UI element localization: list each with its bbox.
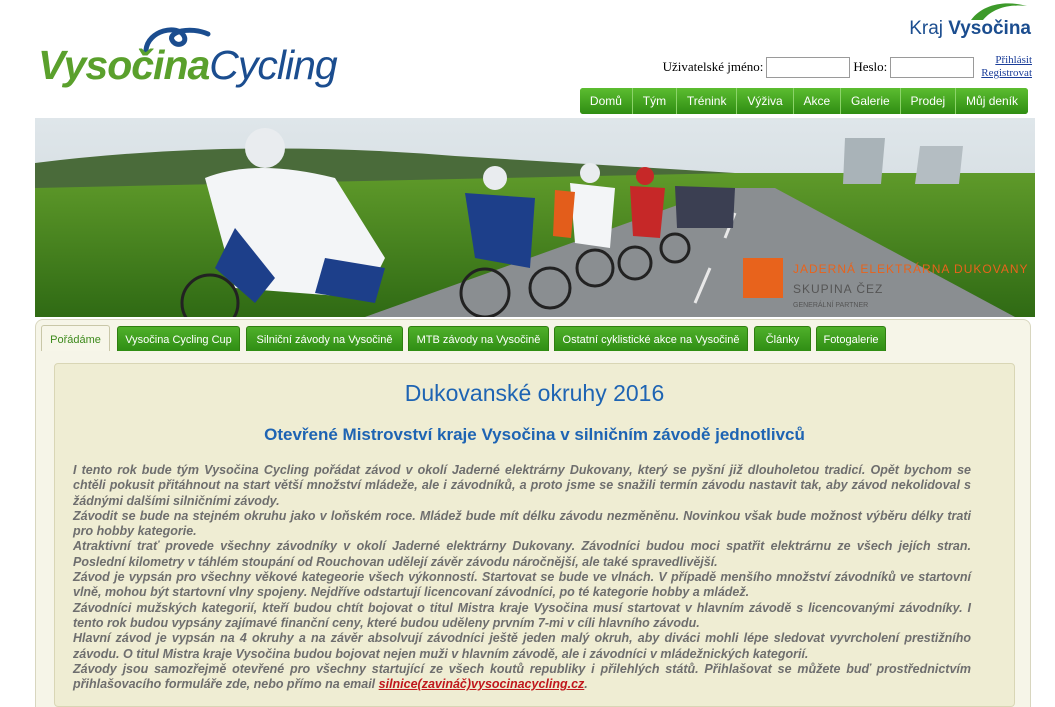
section-tabs: [35, 319, 1031, 352]
article-body: [73, 463, 971, 692]
tab-silnicni-zavody[interactable]: Silniční závody na Vysočině: [246, 326, 403, 352]
article-paragraph-end: .: [584, 677, 588, 692]
tab-poradame[interactable]: Pořádáme: [41, 325, 110, 353]
password-label: Heslo:: [853, 59, 888, 74]
nav-my-diary[interactable]: Můj deník: [956, 88, 1028, 114]
nav-gallery[interactable]: Galerie: [841, 88, 901, 114]
logo-text-blue: Cycling: [209, 42, 337, 88]
main-navigation: [580, 88, 1028, 114]
partner-line-3: GENERÁLNÍ PARTNER: [793, 302, 869, 309]
tab-fotogalerie[interactable]: Fotogalerie: [816, 326, 886, 352]
kraj-wordmark: [909, 18, 1031, 40]
article-title: Dukovanské okruhy 2016: [404, 380, 665, 406]
partner-line-1: JADERNÁ ELEKTRÁRNA DUKOVANY: [793, 262, 1029, 276]
login-form: [663, 55, 1032, 79]
username-input[interactable]: [766, 57, 850, 78]
kraj-text-bold: Vysočina: [948, 18, 1031, 39]
partner-cez-logo[interactable]: [743, 258, 1028, 313]
nav-events[interactable]: Akce: [794, 88, 842, 114]
nav-home[interactable]: Domů: [580, 88, 633, 114]
article-paragraph-last: [73, 662, 971, 693]
partner-line-2: SKUPINA ČEZ: [793, 282, 884, 296]
article-paragraph: Závod je vypsán pro všechny věkové kategeorie všech výkonností. Startovat se bude ve vlnách. V případě menšího množství závodníků ve startovní vlně, mohou být startovní vlny spojeny. Nejdříve odstartují licencovaní závodníci, po té kategorie hobby a mládež.: [73, 570, 971, 600]
tab-clanky[interactable]: Články: [754, 326, 811, 352]
login-links: [981, 54, 1032, 80]
nav-nutrition[interactable]: Výživa: [737, 88, 793, 114]
site-logo[interactable]: [38, 24, 338, 86]
article-paragraph: Závodit se bude na stejném okruhu jako v loňském roce. Mládež bude mít délku závodu nezměněnu. Novinkou však bude možnost výběru délky trati pro hobby kategorie.: [73, 508, 971, 539]
article-paragraph: Závodníci mužských kategorií, kteří budou chtít bojovat o titul Mistra kraje Vysočina musí startovat v hlavním závodě s licencovanými závodníky. I tento rok budou vypsány zajímavé finanční ceny, které budou uděleny prvním 7-mi v cíli hlavního závodu.: [73, 600, 971, 630]
login-link[interactable]: Přihlásit: [995, 54, 1032, 66]
tab-vysocina-cycling-cup[interactable]: Vysočina Cycling Cup: [117, 326, 240, 352]
nav-team[interactable]: Tým: [633, 88, 677, 114]
kraj-text-light: Kraj: [909, 18, 949, 39]
password-input[interactable]: [890, 57, 974, 78]
email-link[interactable]: silnice(zavináč)vysocinacycling.cz: [378, 677, 585, 692]
article-paragraph: Atraktivní trať provede všechny závodníky v okolí Jaderné elektrárny Dukovany. Závodníci budou moci spatřit elektrárnu ze všech jejích stran. Poslední kilometry v táhlém stoupání od Rouchovan udělejí závěr závodu náročnější, ale také spravedlivější.: [73, 539, 971, 569]
tab-ostatni-akce[interactable]: Ostatní cyklistické akce na Vysočině: [554, 326, 748, 352]
kraj-vysocina-logo[interactable]: [891, 0, 1031, 44]
article-paragraph: I tento rok bude tým Vysočina Cycling pořádat závod v okolí Jaderné elektrárny Dukovany, který se pyšní již dlouholetou tradicí. Opět bychom se chtěli pokusit přitáhnout na start větší množství mládeže, ale i závodníků, a proto jsme se snažili termín závodu nastavit tak, aby závod nekolidoval s žádnými dalšími silničními závody.: [73, 463, 971, 508]
nav-shop[interactable]: Prodej: [901, 88, 957, 114]
nav-training[interactable]: Trénink: [677, 88, 737, 114]
register-link[interactable]: Registrovat: [981, 67, 1032, 79]
article-paragraph-text: Závody jsou samozřejmě otevřené pro všechny startující ze všech koutů republiky i přilehlých států. Přihlašovat se můžete buď prostřednictvím přihlašovacího formuláře zde, nebo přímo na email: [73, 661, 971, 692]
tab-mtb-zavody[interactable]: MTB závody na Vysočině: [408, 326, 549, 352]
header-banner-image: [35, 118, 1035, 317]
username-label: Uživatelské jméno:: [662, 59, 764, 74]
cez-emblem-icon: [743, 258, 783, 298]
article-paragraph: Hlavní závod je vypsán na 4 okruhy a na závěr absolvují závodníci ještě jeden malý okruh, aby diváci mohli lépe sledovat vyvrcholení prestižního závodu. O titul Mistra kraje Vysočina budou bojovat nejen muži v hlavním závodě, ale i závodníci v mládežnických kategorií.: [73, 631, 971, 661]
logo-text-green: Vysočina: [38, 42, 210, 88]
logo-wordmark: [38, 42, 337, 89]
article-subtitle: Otevřené Mistrovství kraje Vysočina v silničním závodě jednotlivců: [264, 425, 805, 444]
